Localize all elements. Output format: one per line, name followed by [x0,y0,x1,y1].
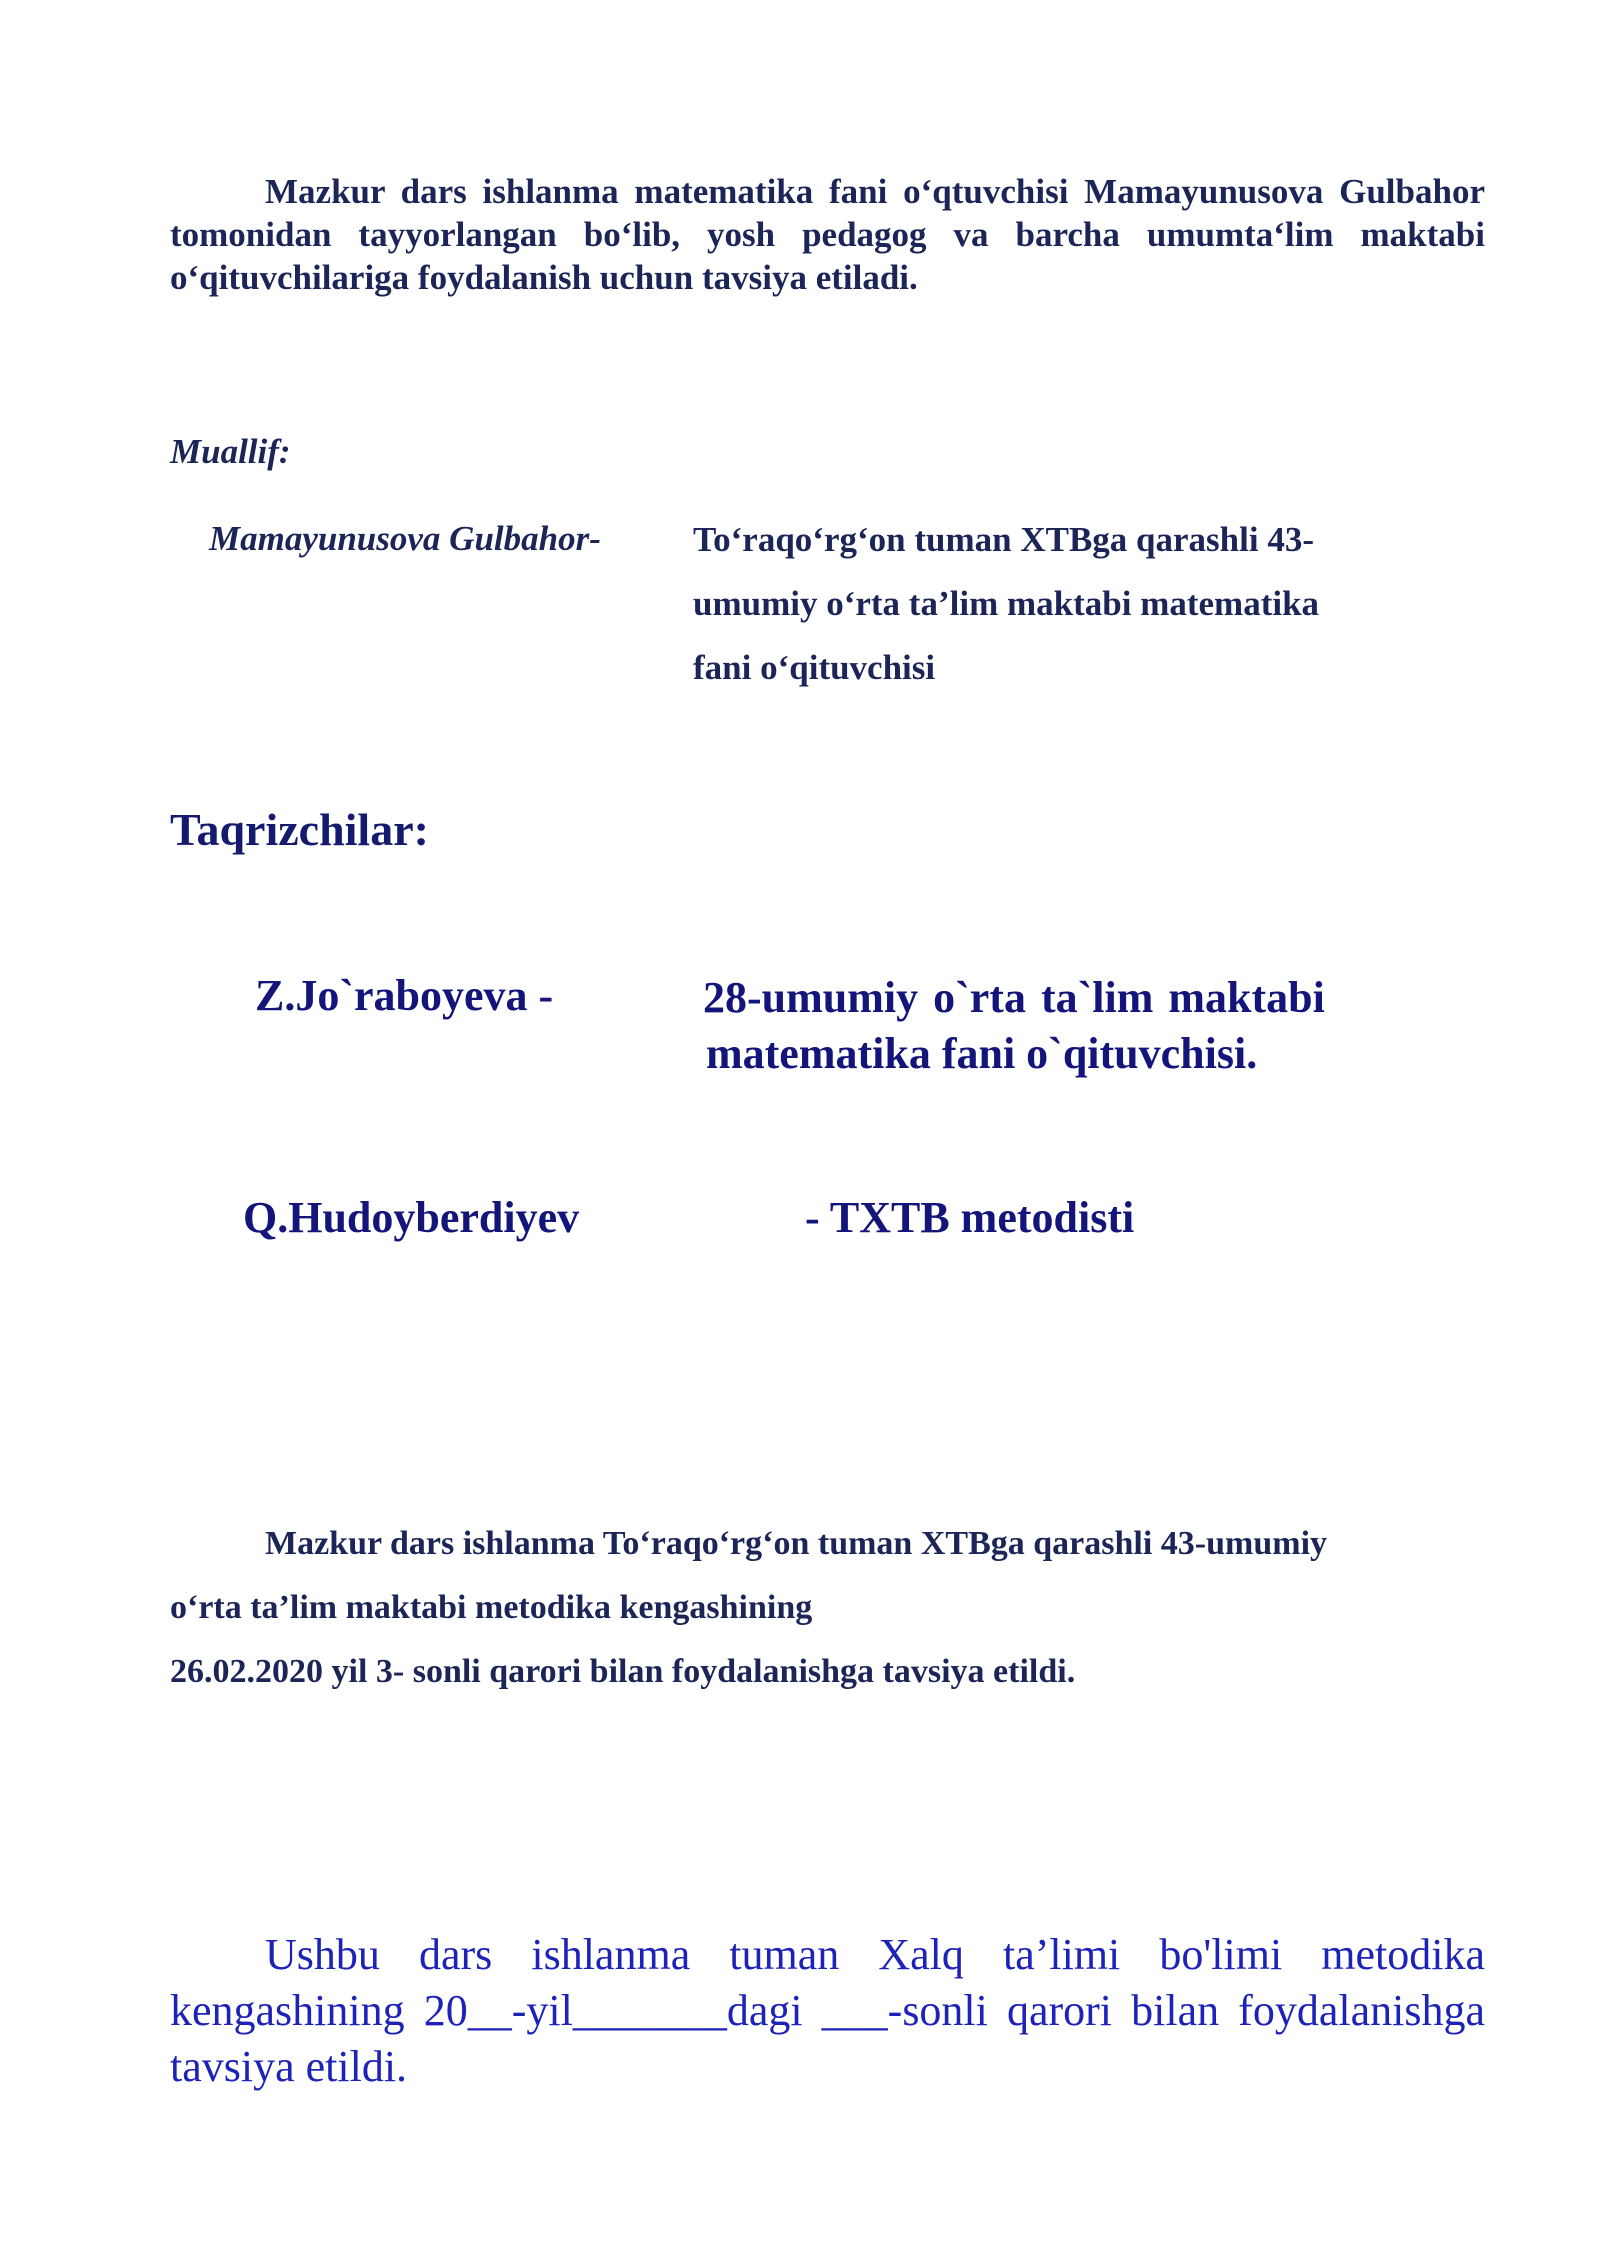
reviewer-description [703,970,1443,1082]
author-desc-line: To‘raqo‘rg‘on tuman XTBga qarashli 43- [693,520,1314,559]
author-description [693,519,1413,711]
approval-line: Mazkur dars ishlanma To‘raqo‘rg‘on tuman XTBga qarashli 43-umumiy [265,1525,1328,1562]
approval-paragraph [170,1522,1480,1714]
district-approval-paragraph: Ushbu dars ishlanma tuman Xalq ta’limi bo'limi metodika kengashining 20__-yil_______dagi ___-sonli qarori bilan foydalanishga tavsiya etildi. [170,1930,1485,2091]
intro-paragraph: Mazkur dars ishlanma matematika fani o‘qtuvchisi Mamayunusova Gulbahor tomonidan tayyorlangan bo‘lib, yosh pedagog va barcha umumta‘lim maktabi o‘qituvchilariga foydalanish uchun tavsiya etiladi. [170,172,1485,297]
reviewer-desc-line: 28-umumiy o`rta ta`lim maktabi [703,973,1325,1022]
reviewer-name: Q.Hudoyberdiyev [243,1193,580,1242]
reviewer-description: - TXTB metodisti [805,1193,1135,1242]
author-name: Mamayunusova Gulbahor- [209,519,601,558]
author-desc-line: fani o‘qituvchisi [693,648,936,687]
approval-line: 26.02.2020 yil 3- sonli qarori bilan foydalanishga tavsiya etildi. [170,1653,1076,1690]
reviewers-heading: Taqrizchilar: [170,804,429,855]
approval-line: o‘rta ta’lim maktabi metodika kengashining [170,1589,813,1626]
reviewer-desc-line: matematika fani o`qituvchisi. [706,1029,1258,1078]
author-desc-line: umumiy o‘rta ta’lim maktabi matematika [693,584,1320,623]
reviewer-name: Z.Jo`raboyeva - [255,971,554,1020]
author-heading: Muallif: [170,432,291,471]
